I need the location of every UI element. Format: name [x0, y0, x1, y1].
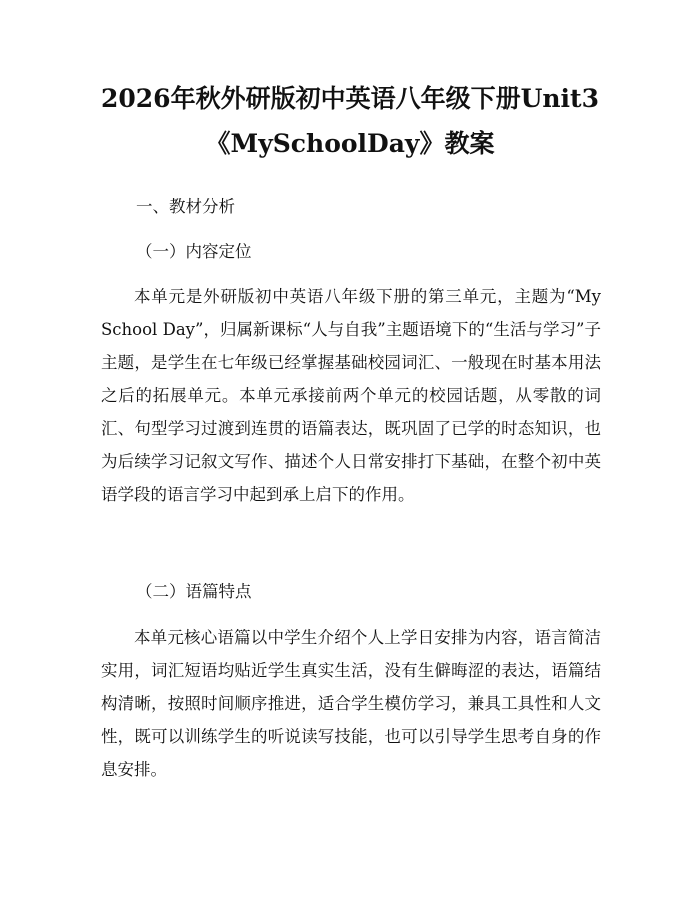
- section-heading: 一、教材分析: [136, 197, 235, 216]
- paragraph-discourse-features: 本单元核心语篇以中学生介绍个人上学日安排为内容，语言简洁实用，词汇短语均贴近学生真实生活，没有生僻晦涩的表达，语篇结构清晰，按照时间顺序推进，适合学生模仿学习，兼具工具性和人文性，既可以训练学生的听说读写技能，也可以引导学生思考自身的作息安排。: [101, 628, 601, 779]
- subsection-heading-content: （一）内容定位: [136, 242, 252, 261]
- subsection-heading-discourse: （二）语篇特点: [136, 582, 252, 601]
- title-line-2: 《MySchoolDay》教案: [205, 129, 495, 158]
- paragraph-content-positioning: 本单元是外研版初中英语八年级下册的第三单元，主题为“My School Day”，归属新课标“人与自我”主题语境下的“生活与学习”子主题，是学生在七年级已经掌握基础校园词汇、一般现在时基本用法之后的拓展单元。本单元承接前两个单元的校园话题，从零散的词汇、句型学习过渡到连贯的语篇表达，既巩固了已学的时态知识，也为后续学习记叙文写作、描述个人日常安排打下基础，在整个初中英语学段的语言学习中起到承上启下的作用。: [101, 287, 601, 504]
- document-title: [0, 0, 700, 166]
- title-line-1: 2026年秋外研版初中英语八年级下册Unit3: [101, 84, 599, 113]
